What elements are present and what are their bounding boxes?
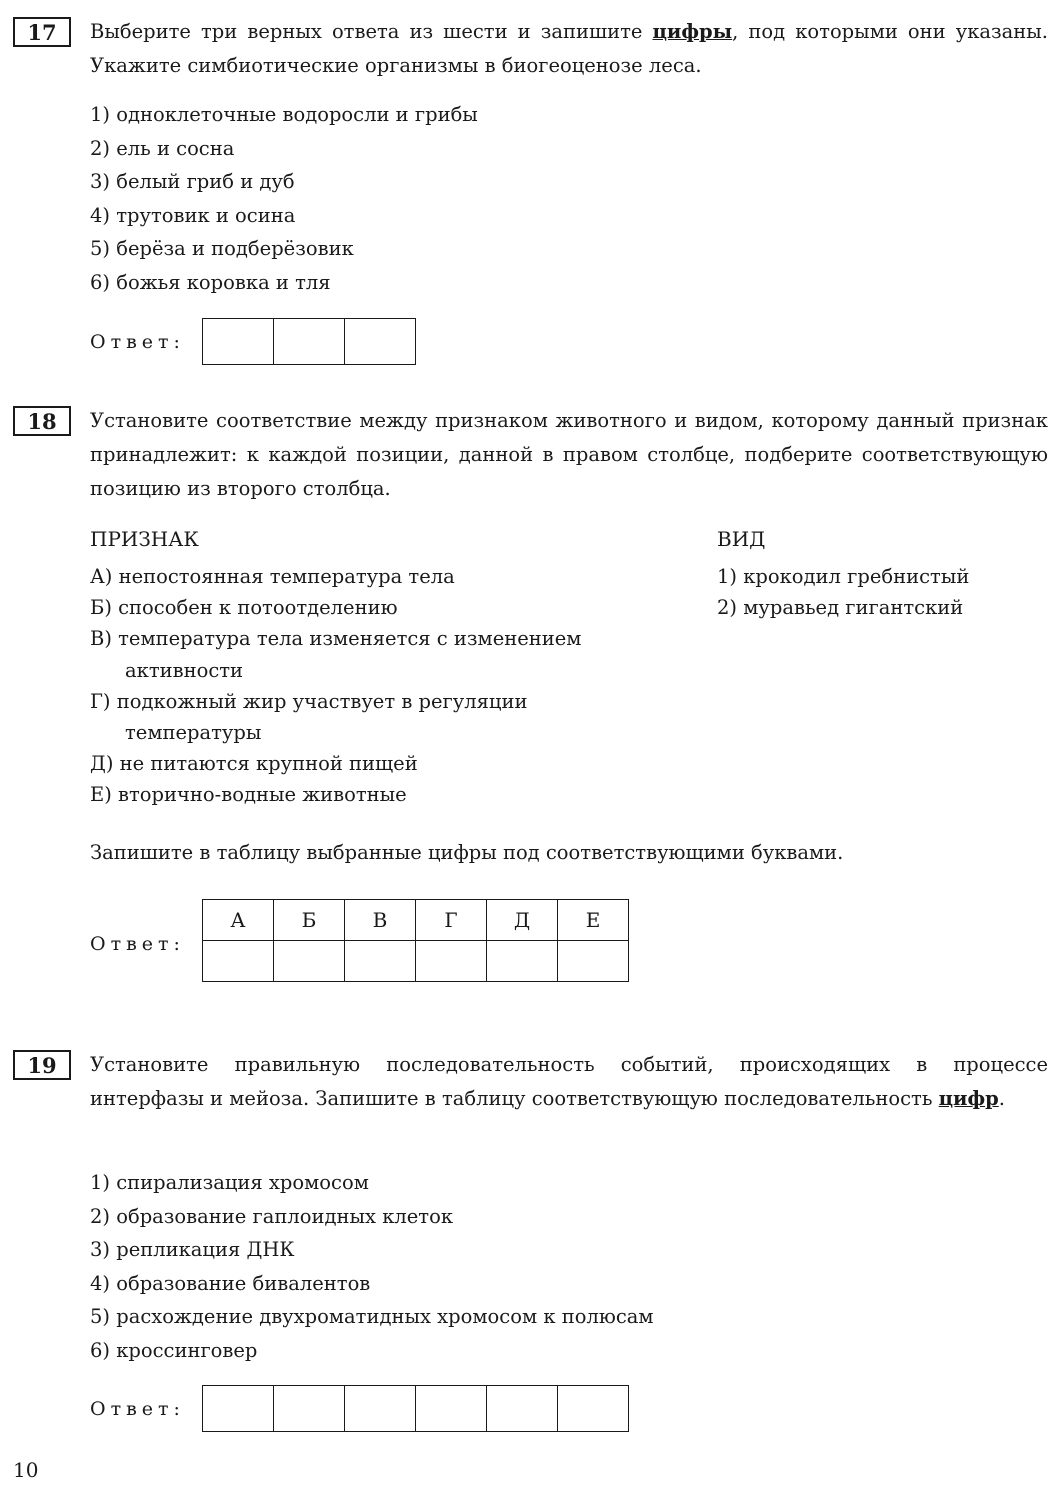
letter-header: Е (558, 900, 629, 941)
option-item: 5) расхождение двухроматидных хромосом к полюсам (90, 1305, 654, 1329)
answer-cell[interactable] (487, 1386, 558, 1432)
letter-row (203, 900, 629, 941)
feature-item: Г) подкожный жир участвует в регуляции температуры (90, 689, 528, 745)
page-number: 10 (13, 1458, 39, 1482)
answer-cell[interactable] (203, 1386, 274, 1432)
options-list (90, 1166, 654, 1368)
column-heading-feature: ПРИЗНАК (90, 527, 199, 551)
answer-cell[interactable] (274, 1386, 345, 1432)
answer-cell[interactable] (487, 941, 558, 982)
feature-item: А) непостоянная температура тела (90, 565, 455, 588)
answer-cell[interactable] (274, 319, 345, 365)
instruction-text: , под которыми они указаны. Укажите симбиотические организмы в биогеоценозе леса. (90, 20, 1049, 77)
option-item: 4) трутовик и осина (90, 203, 296, 227)
answer-cell[interactable] (203, 941, 274, 982)
answer-label: Ответ: (90, 1398, 185, 1420)
options-list (90, 98, 478, 300)
task-instruction: Установите соответствие между признаком животного и видом, которому данный признак принадлежит: к каждой позиции, данной в правом столбце, подберите соответствующую позицию из второго столбца. (90, 409, 1048, 500)
instruction-text: Установите правильную последовательность событий, происходящих в процессе интерфазы и мейоза. Запишите в таблицу соответствующую последовательность (90, 1053, 1048, 1110)
task-number-box: 19 (13, 1050, 71, 1080)
answer-cell[interactable] (274, 941, 345, 982)
task-instruction (90, 1048, 1048, 1116)
option-item: 6) кроссинговер (90, 1338, 258, 1362)
instruction-text: . (998, 1087, 1005, 1110)
option-item: 1) спирализация хромосом (90, 1171, 369, 1194)
option-item: 2) ель и сосна (90, 136, 235, 160)
task-instruction (90, 15, 1048, 83)
answer-cell[interactable] (345, 941, 416, 982)
answer-cell[interactable] (345, 319, 416, 365)
answer-label: Ответ: (90, 331, 185, 353)
option-item: 1) одноклеточные водоросли и грибы (90, 103, 478, 126)
letter-header: В (345, 900, 416, 941)
instruction-emphasis: цифр (938, 1087, 999, 1110)
answer-grid (202, 318, 416, 365)
table-instruction: Запишите в таблицу выбранные цифры под соответствующими буквами. (90, 841, 844, 864)
feature-item: Б) способен к потоотделению (90, 596, 398, 620)
answer-cell[interactable] (416, 1386, 487, 1432)
instruction-emphasis: цифры (652, 20, 733, 43)
option-item: 5) берёза и подберёзовик (90, 237, 354, 261)
option-item: 2) образование гаплоидных клеток (90, 1204, 454, 1228)
option-item: 3) репликация ДНК (90, 1238, 295, 1262)
feature-item: В) температура тела изменяется с изменением активности (90, 627, 582, 682)
species-item: 1) крокодил гребнистый (717, 565, 970, 588)
task-number-box: 18 (13, 406, 71, 436)
feature-item: Е) вторично-водные животные (90, 783, 407, 807)
letter-header: А (203, 900, 274, 941)
instruction-text: Выберите три верных ответа из шести и запишите (90, 20, 653, 43)
answer-cell[interactable] (203, 319, 274, 365)
answer-cell[interactable] (345, 1386, 416, 1432)
feature-list (90, 561, 650, 811)
feature-item: Д) не питаются крупной пищей (90, 752, 418, 776)
species-item: 2) муравьед гигантский (717, 596, 964, 620)
species-list (717, 561, 1047, 623)
answer-label: Ответ: (90, 933, 185, 955)
column-heading-species: ВИД (717, 527, 766, 551)
letter-header: Б (274, 900, 345, 941)
option-item: 4) образование бивалентов (90, 1271, 371, 1295)
answer-grid (202, 1385, 629, 1432)
answer-cell[interactable] (558, 1386, 629, 1432)
task-number-box: 17 (13, 17, 71, 47)
option-item: 3) белый гриб и дуб (90, 170, 295, 194)
answer-row (203, 941, 629, 982)
letter-header: Г (416, 900, 487, 941)
answer-cell[interactable] (558, 941, 629, 982)
option-item: 6) божья коровка и тля (90, 270, 331, 294)
answer-cell[interactable] (416, 941, 487, 982)
letter-header: Д (487, 900, 558, 941)
answer-grid (202, 899, 629, 982)
